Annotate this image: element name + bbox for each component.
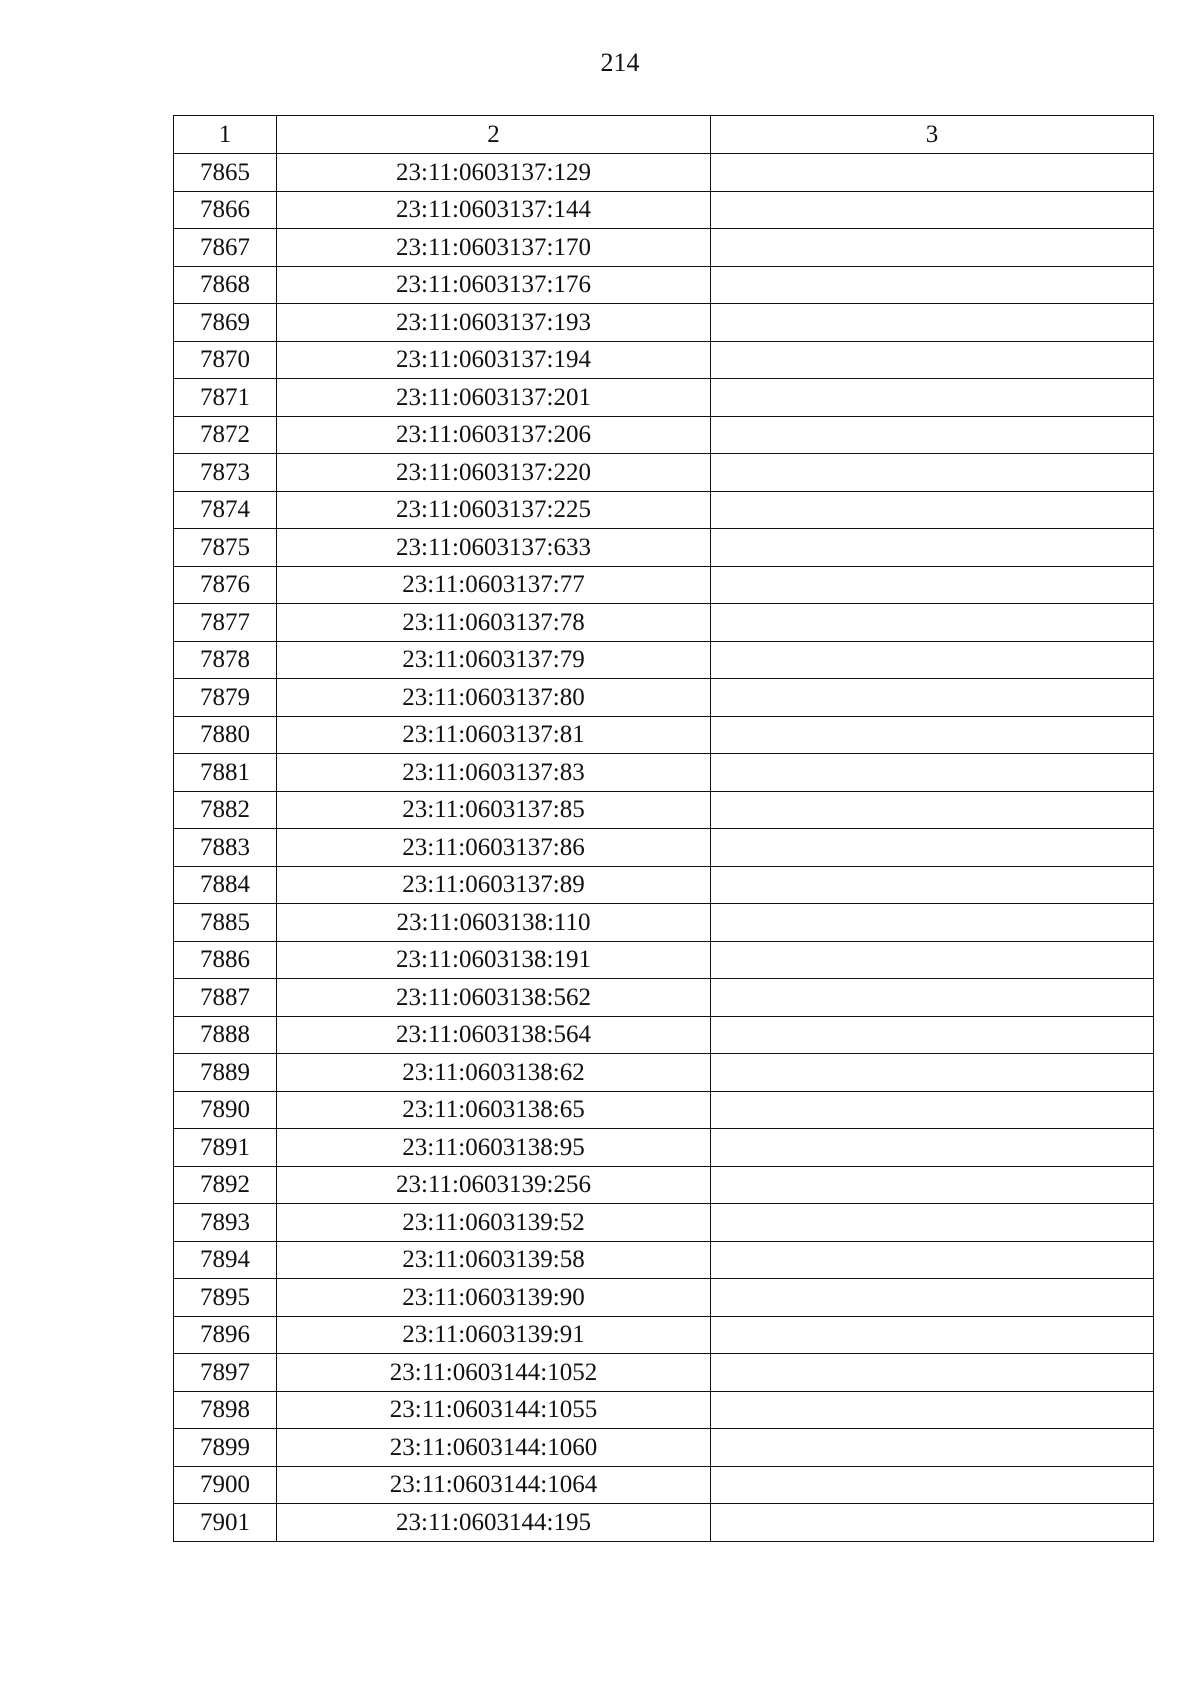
cadastral-number-cell: 23:11:0603137:79: [277, 641, 711, 679]
cadastral-number-cell: 23:11:0603144:195: [277, 1504, 711, 1542]
note-cell: [711, 904, 1154, 942]
header-col-1: 1: [174, 116, 277, 154]
note-cell: [711, 641, 1154, 679]
table-row: [174, 641, 1154, 679]
note-cell: [711, 1279, 1154, 1317]
cadastral-number-cell: 23:11:0603139:90: [277, 1279, 711, 1317]
table-row: [174, 866, 1154, 904]
table-row: [174, 716, 1154, 754]
table-body: [174, 154, 1154, 1542]
row-number-cell: 7885: [174, 904, 277, 942]
table-row: [174, 1466, 1154, 1504]
row-number-cell: 7889: [174, 1054, 277, 1092]
row-number-cell: 7873: [174, 454, 277, 492]
table-row: [174, 304, 1154, 342]
row-number-cell: 7886: [174, 941, 277, 979]
cadastral-number-cell: 23:11:0603137:77: [277, 566, 711, 604]
note-cell: [711, 1354, 1154, 1392]
table-row: [174, 491, 1154, 529]
cadastral-number-cell: 23:11:0603137:144: [277, 191, 711, 229]
row-number-cell: 7894: [174, 1241, 277, 1279]
note-cell: [711, 829, 1154, 867]
table-row: [174, 1166, 1154, 1204]
cadastral-number-cell: 23:11:0603138:191: [277, 941, 711, 979]
row-number-cell: 7881: [174, 754, 277, 792]
table-row: [174, 1241, 1154, 1279]
cadastral-number-cell: 23:11:0603144:1064: [277, 1466, 711, 1504]
row-number-cell: 7870: [174, 341, 277, 379]
cadastral-number-cell: 23:11:0603137:86: [277, 829, 711, 867]
table-row: [174, 1129, 1154, 1167]
table-row: [174, 1429, 1154, 1467]
note-cell: [711, 529, 1154, 567]
note-cell: [711, 266, 1154, 304]
cadastral-number-cell: 23:11:0603137:89: [277, 866, 711, 904]
table-row: [174, 1354, 1154, 1392]
table-row: [174, 379, 1154, 417]
note-cell: [711, 716, 1154, 754]
note-cell: [711, 941, 1154, 979]
note-cell: [711, 754, 1154, 792]
cadastral-number-cell: 23:11:0603137:201: [277, 379, 711, 417]
table-row: [174, 416, 1154, 454]
cadastral-number-cell: 23:11:0603138:95: [277, 1129, 711, 1167]
table-row: [174, 791, 1154, 829]
note-cell: [711, 1241, 1154, 1279]
note-cell: [711, 191, 1154, 229]
table-row: [174, 1054, 1154, 1092]
cadastral-number-cell: 23:11:0603137:83: [277, 754, 711, 792]
note-cell: [711, 1316, 1154, 1354]
cadastral-number-cell: 23:11:0603137:78: [277, 604, 711, 642]
note-cell: [711, 379, 1154, 417]
table-row: [174, 829, 1154, 867]
row-number-cell: 7901: [174, 1504, 277, 1542]
row-number-cell: 7866: [174, 191, 277, 229]
cadastral-number-cell: 23:11:0603137:129: [277, 154, 711, 192]
row-number-cell: 7874: [174, 491, 277, 529]
cadastral-number-cell: 23:11:0603137:85: [277, 791, 711, 829]
cadastral-number-cell: 23:11:0603144:1055: [277, 1391, 711, 1429]
table-row: [174, 679, 1154, 717]
row-number-cell: 7892: [174, 1166, 277, 1204]
cadastral-number-cell: 23:11:0603138:62: [277, 1054, 711, 1092]
row-number-cell: 7884: [174, 866, 277, 904]
note-cell: [711, 491, 1154, 529]
page-number: 214: [600, 48, 640, 77]
table-row: [174, 1391, 1154, 1429]
note-cell: [711, 1054, 1154, 1092]
cadastral-number-cell: 23:11:0603137:193: [277, 304, 711, 342]
cadastral-number-cell: 23:11:0603144:1052: [277, 1354, 711, 1392]
table-row: [174, 941, 1154, 979]
table-row: [174, 266, 1154, 304]
note-cell: [711, 1466, 1154, 1504]
note-cell: [711, 1204, 1154, 1242]
row-number-cell: 7880: [174, 716, 277, 754]
row-number-cell: 7899: [174, 1429, 277, 1467]
cadastral-number-cell: 23:11:0603137:225: [277, 491, 711, 529]
row-number-cell: 7865: [174, 154, 277, 192]
header-row: [174, 116, 1154, 154]
cadastral-number-cell: 23:11:0603139:256: [277, 1166, 711, 1204]
cadastral-number-cell: 23:11:0603138:65: [277, 1091, 711, 1129]
table-row: [174, 1016, 1154, 1054]
table-row: [174, 604, 1154, 642]
cadastral-number-cell: 23:11:0603137:633: [277, 529, 711, 567]
cadastral-number-cell: 23:11:0603138:564: [277, 1016, 711, 1054]
table-row: [174, 341, 1154, 379]
note-cell: [711, 1504, 1154, 1542]
row-number-cell: 7879: [174, 679, 277, 717]
table-header: [174, 116, 1154, 154]
note-cell: [711, 1166, 1154, 1204]
note-cell: [711, 454, 1154, 492]
table-row: [174, 979, 1154, 1017]
note-cell: [711, 1129, 1154, 1167]
row-number-cell: 7896: [174, 1316, 277, 1354]
row-number-cell: 7869: [174, 304, 277, 342]
cadastral-number-cell: 23:11:0603137:176: [277, 266, 711, 304]
cadastral-number-cell: 23:11:0603138:110: [277, 904, 711, 942]
cadastral-number-cell: 23:11:0603137:170: [277, 229, 711, 267]
row-number-cell: 7877: [174, 604, 277, 642]
header-col-3: 3: [711, 116, 1154, 154]
row-number-cell: 7876: [174, 566, 277, 604]
row-number-cell: 7888: [174, 1016, 277, 1054]
note-cell: [711, 679, 1154, 717]
cadastral-number-cell: 23:11:0603138:562: [277, 979, 711, 1017]
note-cell: [711, 229, 1154, 267]
note-cell: [711, 304, 1154, 342]
cadastral-number-cell: 23:11:0603137:220: [277, 454, 711, 492]
registry-table: [173, 115, 1154, 1542]
note-cell: [711, 416, 1154, 454]
table-row: [174, 1279, 1154, 1317]
cadastral-number-cell: 23:11:0603137:81: [277, 716, 711, 754]
table-row: [174, 1091, 1154, 1129]
cadastral-number-cell: 23:11:0603139:52: [277, 1204, 711, 1242]
table-row: [174, 754, 1154, 792]
note-cell: [711, 1016, 1154, 1054]
cadastral-number-cell: 23:11:0603137:80: [277, 679, 711, 717]
row-number-cell: 7893: [174, 1204, 277, 1242]
header-col-2: 2: [277, 116, 711, 154]
row-number-cell: 7900: [174, 1466, 277, 1504]
table-row: [174, 1204, 1154, 1242]
table-row: [174, 154, 1154, 192]
note-cell: [711, 1091, 1154, 1129]
cadastral-number-cell: 23:11:0603137:206: [277, 416, 711, 454]
row-number-cell: 7891: [174, 1129, 277, 1167]
row-number-cell: 7882: [174, 791, 277, 829]
cadastral-number-cell: 23:11:0603137:194: [277, 341, 711, 379]
table-row: [174, 1316, 1154, 1354]
table-row: [174, 904, 1154, 942]
row-number-cell: 7867: [174, 229, 277, 267]
cadastral-number-cell: 23:11:0603144:1060: [277, 1429, 711, 1467]
cadastral-number-cell: 23:11:0603139:91: [277, 1316, 711, 1354]
row-number-cell: 7872: [174, 416, 277, 454]
note-cell: [711, 1391, 1154, 1429]
table-row: [174, 1504, 1154, 1542]
note-cell: [711, 979, 1154, 1017]
note-cell: [711, 1429, 1154, 1467]
row-number-cell: 7883: [174, 829, 277, 867]
row-number-cell: 7895: [174, 1279, 277, 1317]
note-cell: [711, 791, 1154, 829]
row-number-cell: 7898: [174, 1391, 277, 1429]
note-cell: [711, 604, 1154, 642]
note-cell: [711, 866, 1154, 904]
note-cell: [711, 154, 1154, 192]
table-row: [174, 566, 1154, 604]
cadastral-number-cell: 23:11:0603139:58: [277, 1241, 711, 1279]
table-row: [174, 229, 1154, 267]
row-number-cell: 7897: [174, 1354, 277, 1392]
row-number-cell: 7871: [174, 379, 277, 417]
row-number-cell: 7887: [174, 979, 277, 1017]
table-row: [174, 454, 1154, 492]
table-row: [174, 191, 1154, 229]
row-number-cell: 7890: [174, 1091, 277, 1129]
row-number-cell: 7878: [174, 641, 277, 679]
row-number-cell: 7875: [174, 529, 277, 567]
row-number-cell: 7868: [174, 266, 277, 304]
note-cell: [711, 566, 1154, 604]
note-cell: [711, 341, 1154, 379]
table-row: [174, 529, 1154, 567]
